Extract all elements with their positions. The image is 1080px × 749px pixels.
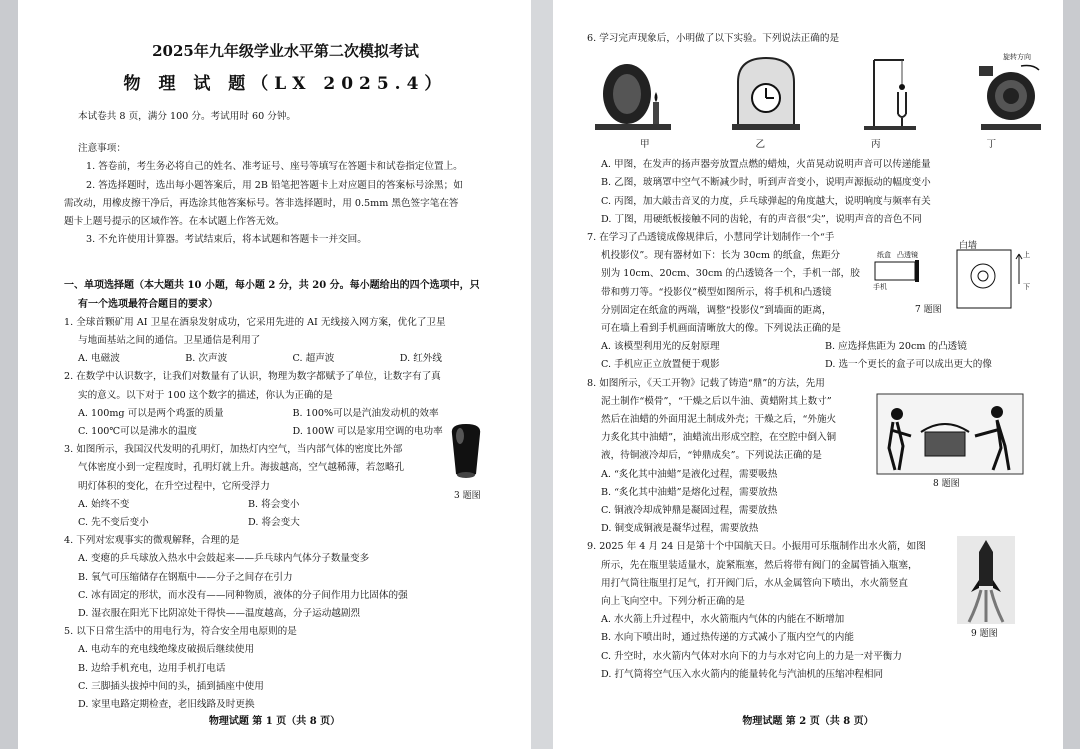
option: A. 甲图，在发声的扬声器旁放置点燃的蜡烛，火苗晃动说明声音可以传递能量 <box>601 159 931 171</box>
question-3: 3. 如图所示，我国汉代发明的孔明灯，加热灯内空气，当内部气体的密度比外部 <box>64 444 403 456</box>
speaker-candle-figure <box>593 52 673 132</box>
option: D. 丁图，用硬纸板接触不同的齿轮，有的声音很“尖”，说明声音的音色不同 <box>601 213 922 225</box>
option: B. “炙化其中油蜡”是熔化过程，需要放热 <box>601 486 778 498</box>
option: B. 将会变小 <box>248 498 300 510</box>
question-2: 2. 在数学中认识数字，让我们对数量有了认识，物理为数字都赋予了单位，让数字有了真 <box>64 371 441 383</box>
question-8-cont: 液，待铜液冷却后，“钟鼎成矣”。下列说法正确的是 <box>601 450 822 462</box>
note-line: 2. 答选择题时，选出每小题答案后，用 2B 铅笔把答题卡上对应题目的答案标号涂黑；如 <box>86 179 463 191</box>
fig-text: 凸透镜 <box>897 251 918 259</box>
fig-text: 白墙 <box>959 241 978 251</box>
question-8: 8. 如图所示，《天工开物》记载了铸造“鼎”的方法，先用 <box>587 377 825 389</box>
fig-text: 纸盒 <box>877 251 891 259</box>
tuning-fork-figure <box>860 52 920 132</box>
subject-title: 物 理 试 题（LX 2025.4） <box>123 74 448 94</box>
question-8-cont: 然后在油蜡的外面用泥土制成外壳；干燥之后，“外施火 <box>601 414 837 426</box>
option: D. 铜变成铜液是凝华过程，需要放热 <box>601 523 759 535</box>
option: D. 红外线 <box>399 353 442 365</box>
option: B. 氧气可压缩储存在钢瓶中——分子之间存在引力 <box>78 571 293 583</box>
option: D. 将会变大 <box>248 517 300 529</box>
question-8-cont: 力炙化其中油蜡”，油蜡流出形成空腔，在空腔中倒入铜 <box>601 432 837 444</box>
option: B. 乙图，玻璃罩中空气不断减少时，听到声音变小，说明声源振动的幅度变小 <box>601 177 931 189</box>
option: A. 水火箭上升过程中，水火箭瓶内气体的内能在不断增加 <box>601 614 845 626</box>
question-9-cont: 向上飞向空中。下列分析正确的是 <box>601 596 745 608</box>
bronze-casting-figure <box>875 392 1025 476</box>
option: C. 三脚插头拔掉中间的头，插到插座中使用 <box>78 680 264 692</box>
question-7: 7. 在学习了凸透镜成像规律后，小慧同学计划制作一个“手 <box>587 232 835 244</box>
fig-label: 丙 <box>870 139 881 151</box>
note-line: 1. 答卷前，考生务必将自己的姓名、准考证号、座号等填写在答题卡和试卷指定位置上。 <box>86 161 463 173</box>
question-3-cont: 气体密度小到一定程度时，孔明灯就上升。海拔越高，空气越稀薄，若忽略孔 <box>78 462 405 474</box>
option: D. 家里电路定期检查，老旧线路及时更换 <box>78 699 255 711</box>
question-9-cont: 用打气筒往瓶里打足气，打开阀门后，水从金属管向下喷出，水火箭竖直 <box>601 577 908 589</box>
option: A. 100mg 可以是两个鸡蛋的质量 <box>78 407 224 419</box>
question-5: 5. 以下日常生活中的用电行为，符合安全用电原则的是 <box>64 626 297 638</box>
question-9-cont: 所示，先在瓶里装适量水，旋紧瓶塞，然后将带有阀门的金属管插入瓶塞， <box>601 559 918 571</box>
fig-label: 丁 <box>986 139 997 151</box>
option: A. 该模型利用光的反射原理 <box>601 341 720 353</box>
fig-text: 手机 <box>873 283 887 291</box>
question-1: 1. 全球首颗矿用 AI 卫星在酒泉发射成功，它采用先进的 AI 无线接入网方案，优化了卫星 <box>64 316 446 328</box>
option: C. 手机应正立放置便于观影 <box>601 359 720 371</box>
exam-title: 2025年九年级学业水平第二次模拟考试 <box>152 42 419 60</box>
exam-page-1 <box>18 0 531 749</box>
option: C. 100℃可以是沸水的温度 <box>78 426 197 438</box>
option: A. 变瘪的乒乓球放入热水中会鼓起来——乒乓球内气体分子数量变多 <box>78 553 370 565</box>
fig-label: 甲 <box>639 139 650 151</box>
option: D. 选一个更长的盒子可以成出更大的像 <box>825 359 992 371</box>
page-gutter <box>531 0 553 749</box>
rotation-direction-label: 旋转方向 <box>1002 53 1031 62</box>
note-line: 需改动，用橡皮擦干净后，再选涂其他答案标号。答非选择题时，用 0.5mm 黑色签字笔在答 <box>64 197 459 209</box>
option: C. 升空时，水火箭内气体对水向下的力与水对它向上的力是一对平衡力 <box>601 650 902 662</box>
option: B. 100%可以是汽油发动机的效率 <box>292 407 439 419</box>
intro-text: 本试卷共 8 页，满分 100 分。考试用时 60 分钟。 <box>78 111 297 122</box>
option: A. 电动车的充电线绝缘皮破损后继续使用 <box>78 644 255 656</box>
question-2-cont: 实的意义。以下对于 100 这个数字的描述，你认为正确的是 <box>78 389 333 401</box>
projector-figure <box>871 241 1031 314</box>
q6-figures <box>593 52 1049 132</box>
option: D. 打气筒将空气压入水火箭内的能量转化与汽油机的压缩冲程相同 <box>601 668 884 680</box>
q1-options <box>64 350 507 368</box>
question-3-cont: 明灯体积的变化，在升空过程中，它所受浮力 <box>78 480 270 492</box>
option: A. “炙化其中油蜡”是液化过程，需要吸热 <box>601 468 778 480</box>
gear-wheel-figure <box>973 52 1049 132</box>
option: C. 冰有固定的形状，而水没有——同种物质，液体的分子间作用力比固体的强 <box>78 589 408 601</box>
bell-jar-figure <box>726 52 806 132</box>
section-heading-cont: 有一个选项最符合题目的要求） <box>78 298 218 310</box>
page-footer: 物理试题 第 2 页（共 8 页） <box>742 716 874 727</box>
fig-text: 上 <box>1023 251 1030 259</box>
option: D. 100W 可以是家用空调的电功率 <box>292 426 443 438</box>
figure-caption: 7 题图 <box>915 305 942 315</box>
gear-wheel-figure-wrap <box>973 52 1049 132</box>
option: A. 始终不变 <box>78 498 130 510</box>
note-line: 题卡上题号提示的区域作答。在本试题上作答无效。 <box>64 216 285 228</box>
option: C. 超声波 <box>292 353 335 365</box>
section-heading: 一、单项选择题（本大题共 10 小题，每小题 2 分，共 20 分。每小题给出的四个选项中，只 <box>64 280 480 292</box>
question-1-cont: 与地面基站之间的通信。卫星通信是利用了 <box>78 335 261 347</box>
page-footer: 物理试题 第 1 页（共 8 页） <box>208 716 341 727</box>
notes-heading: 注意事项： <box>78 143 126 155</box>
question-7-cont: 可在墙上看到手机画面清晰放大的像。下列说法正确的是 <box>601 323 841 335</box>
question-6: 6. 学习完声现象后，小明做了以下实验。下列说法正确的是 <box>587 33 840 44</box>
question-7-cont: 别为 10cm、20cm、30cm 的凸透镜各一个，手机一部，胶 <box>601 268 860 280</box>
question-7-cont: 机投影仪”。现有器材如下：长为 30cm 的纸盒，焦距分 <box>601 250 841 262</box>
question-4: 4. 下列对宏观事实的微观解释，合理的是 <box>64 535 240 547</box>
note-line: 3. 不允许使用计算器。考试结束后，将本试题和答题卡一并交回。 <box>86 234 367 246</box>
figure-caption: 8 题图 <box>933 479 960 489</box>
exam-page-2 <box>553 0 1063 749</box>
option: C. 丙图，加大敲击音叉的力度，乒乓球弹起的角度越大，说明响度与频率有关 <box>601 195 931 207</box>
figure-caption: 9 题图 <box>971 629 998 639</box>
question-7-cont: 分别固定在纸盒的两端，调整“投影仪”到墙面的距离， <box>601 304 832 316</box>
option: B. 水向下喷出时，通过热传递的方式减小了瓶内空气的内能 <box>601 632 854 644</box>
option: B. 边给手机充电，边用手机打电话 <box>78 662 226 674</box>
sky-lantern-figure <box>446 422 486 486</box>
option: C. 铜液冷却成钟鼎是凝固过程，需要放热 <box>601 505 778 517</box>
option: B. 应选择焦距为 20cm 的凸透镜 <box>825 341 967 353</box>
question-8-cont: 泥土制作“模骨”，“干燥之后以牛油、黄蜡附其上数寸” <box>601 395 832 407</box>
option: D. 湿衣服在阳光下比阴凉处干得快——温度越高，分子运动越剧烈 <box>78 608 361 620</box>
question-9: 9. 2025 年 4 月 24 日是第十个中国航天日。小振用可乐瓶制作出水火箭，如图 <box>587 541 926 553</box>
question-7-cont: 带和剪刀等。“投影仪”模型如图所示，将手机和凸透镜 <box>601 286 832 298</box>
fig-label: 乙 <box>755 139 766 151</box>
q6-figure-labels <box>587 136 1049 150</box>
fig-text: 下 <box>1023 283 1030 291</box>
option: B. 次声波 <box>185 353 228 365</box>
figure-caption: 3 题图 <box>454 491 481 501</box>
option: C. 先不变后变小 <box>78 517 149 529</box>
water-rocket-figure <box>957 536 1015 624</box>
option: A. 电磁波 <box>78 353 120 365</box>
